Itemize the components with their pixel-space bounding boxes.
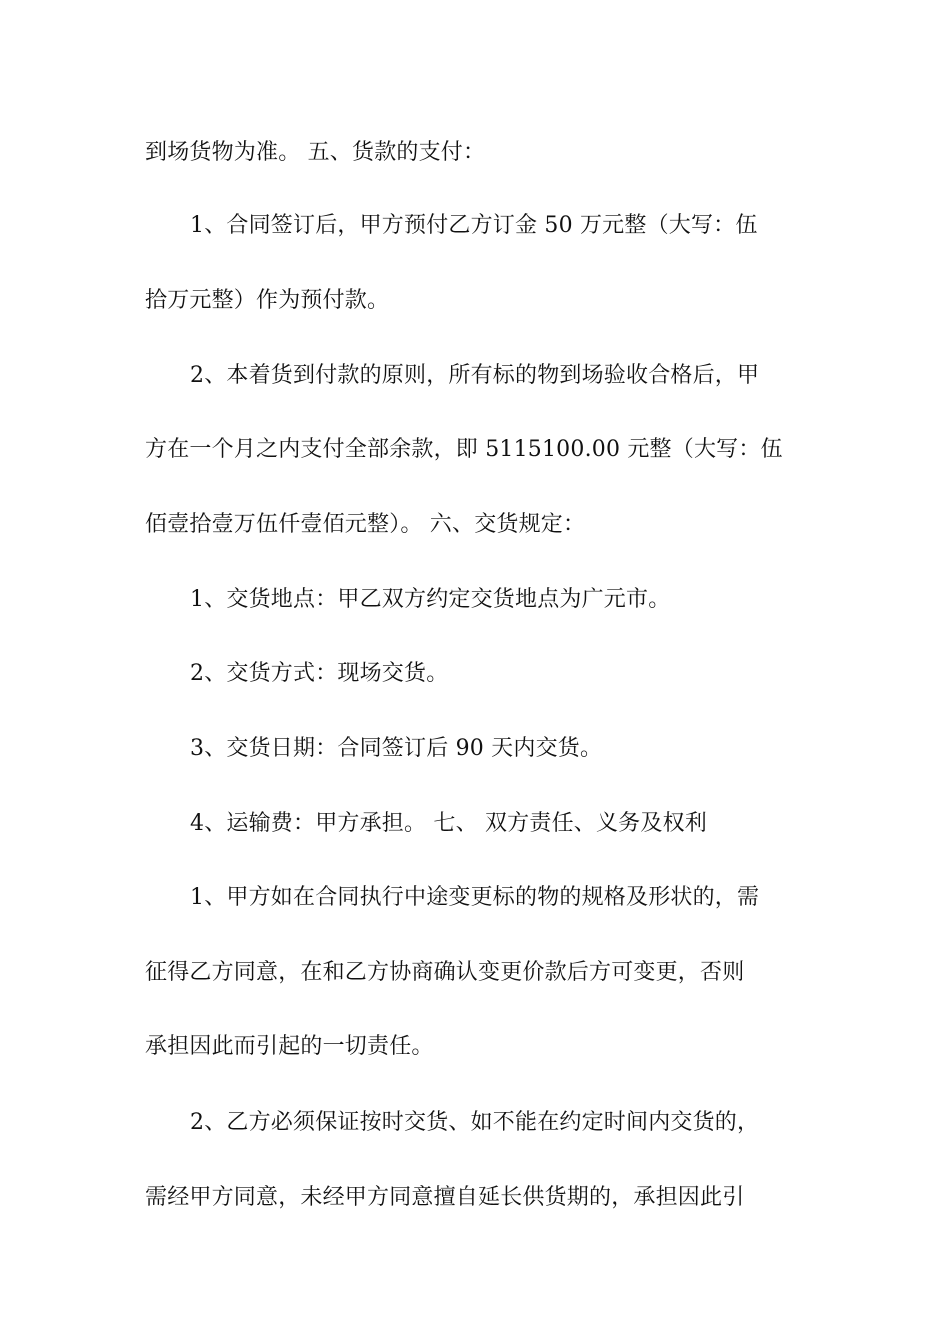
text-line-9: 3、交货日期：合同签订后 90 天内交货。 bbox=[190, 736, 603, 761]
text-line-13: 承担因此而引起的一切责任。 bbox=[145, 1034, 434, 1059]
text-line-6: 佰壹拾壹万伍仟壹佰元整）。 六、交货规定： bbox=[145, 512, 586, 537]
text-line-8: 2、交货方式：现场交货。 bbox=[190, 661, 449, 686]
text-line-3: 拾万元整）作为预付款。 bbox=[145, 288, 390, 313]
text-line-11: 1、甲方如在合同执行中途变更标的物的规格及形状的，需 bbox=[190, 885, 760, 910]
text-line-15: 需经甲方同意，未经甲方同意擅自延长供货期的，承担因此引 bbox=[145, 1185, 745, 1210]
text-line-2: 1、合同签订后，甲方预付乙方订金 50 万元整（大写：伍 bbox=[190, 213, 758, 238]
text-line-7: 1、交货地点：甲乙双方约定交货地点为广元市。 bbox=[190, 587, 671, 612]
text-line-10: 4、运输费：甲方承担。 七、 双方责任、义务及权利 bbox=[190, 811, 707, 836]
text-line-14: 2、乙方必须保证按时交货、如不能在约定时间内交货的， bbox=[190, 1110, 760, 1135]
text-line-4: 2、本着货到付款的原则，所有标的物到场验收合格后，甲 bbox=[190, 363, 760, 388]
text-line-12: 征得乙方同意，在和乙方协商确认变更价款后方可变更，否则 bbox=[145, 960, 745, 985]
text-line-1: 到场货物为准。 五、货款的支付： bbox=[145, 140, 486, 165]
text-line-5: 方在一个月之内支付全部余款，即 5115100.00 元整（大写：伍 bbox=[145, 437, 783, 462]
